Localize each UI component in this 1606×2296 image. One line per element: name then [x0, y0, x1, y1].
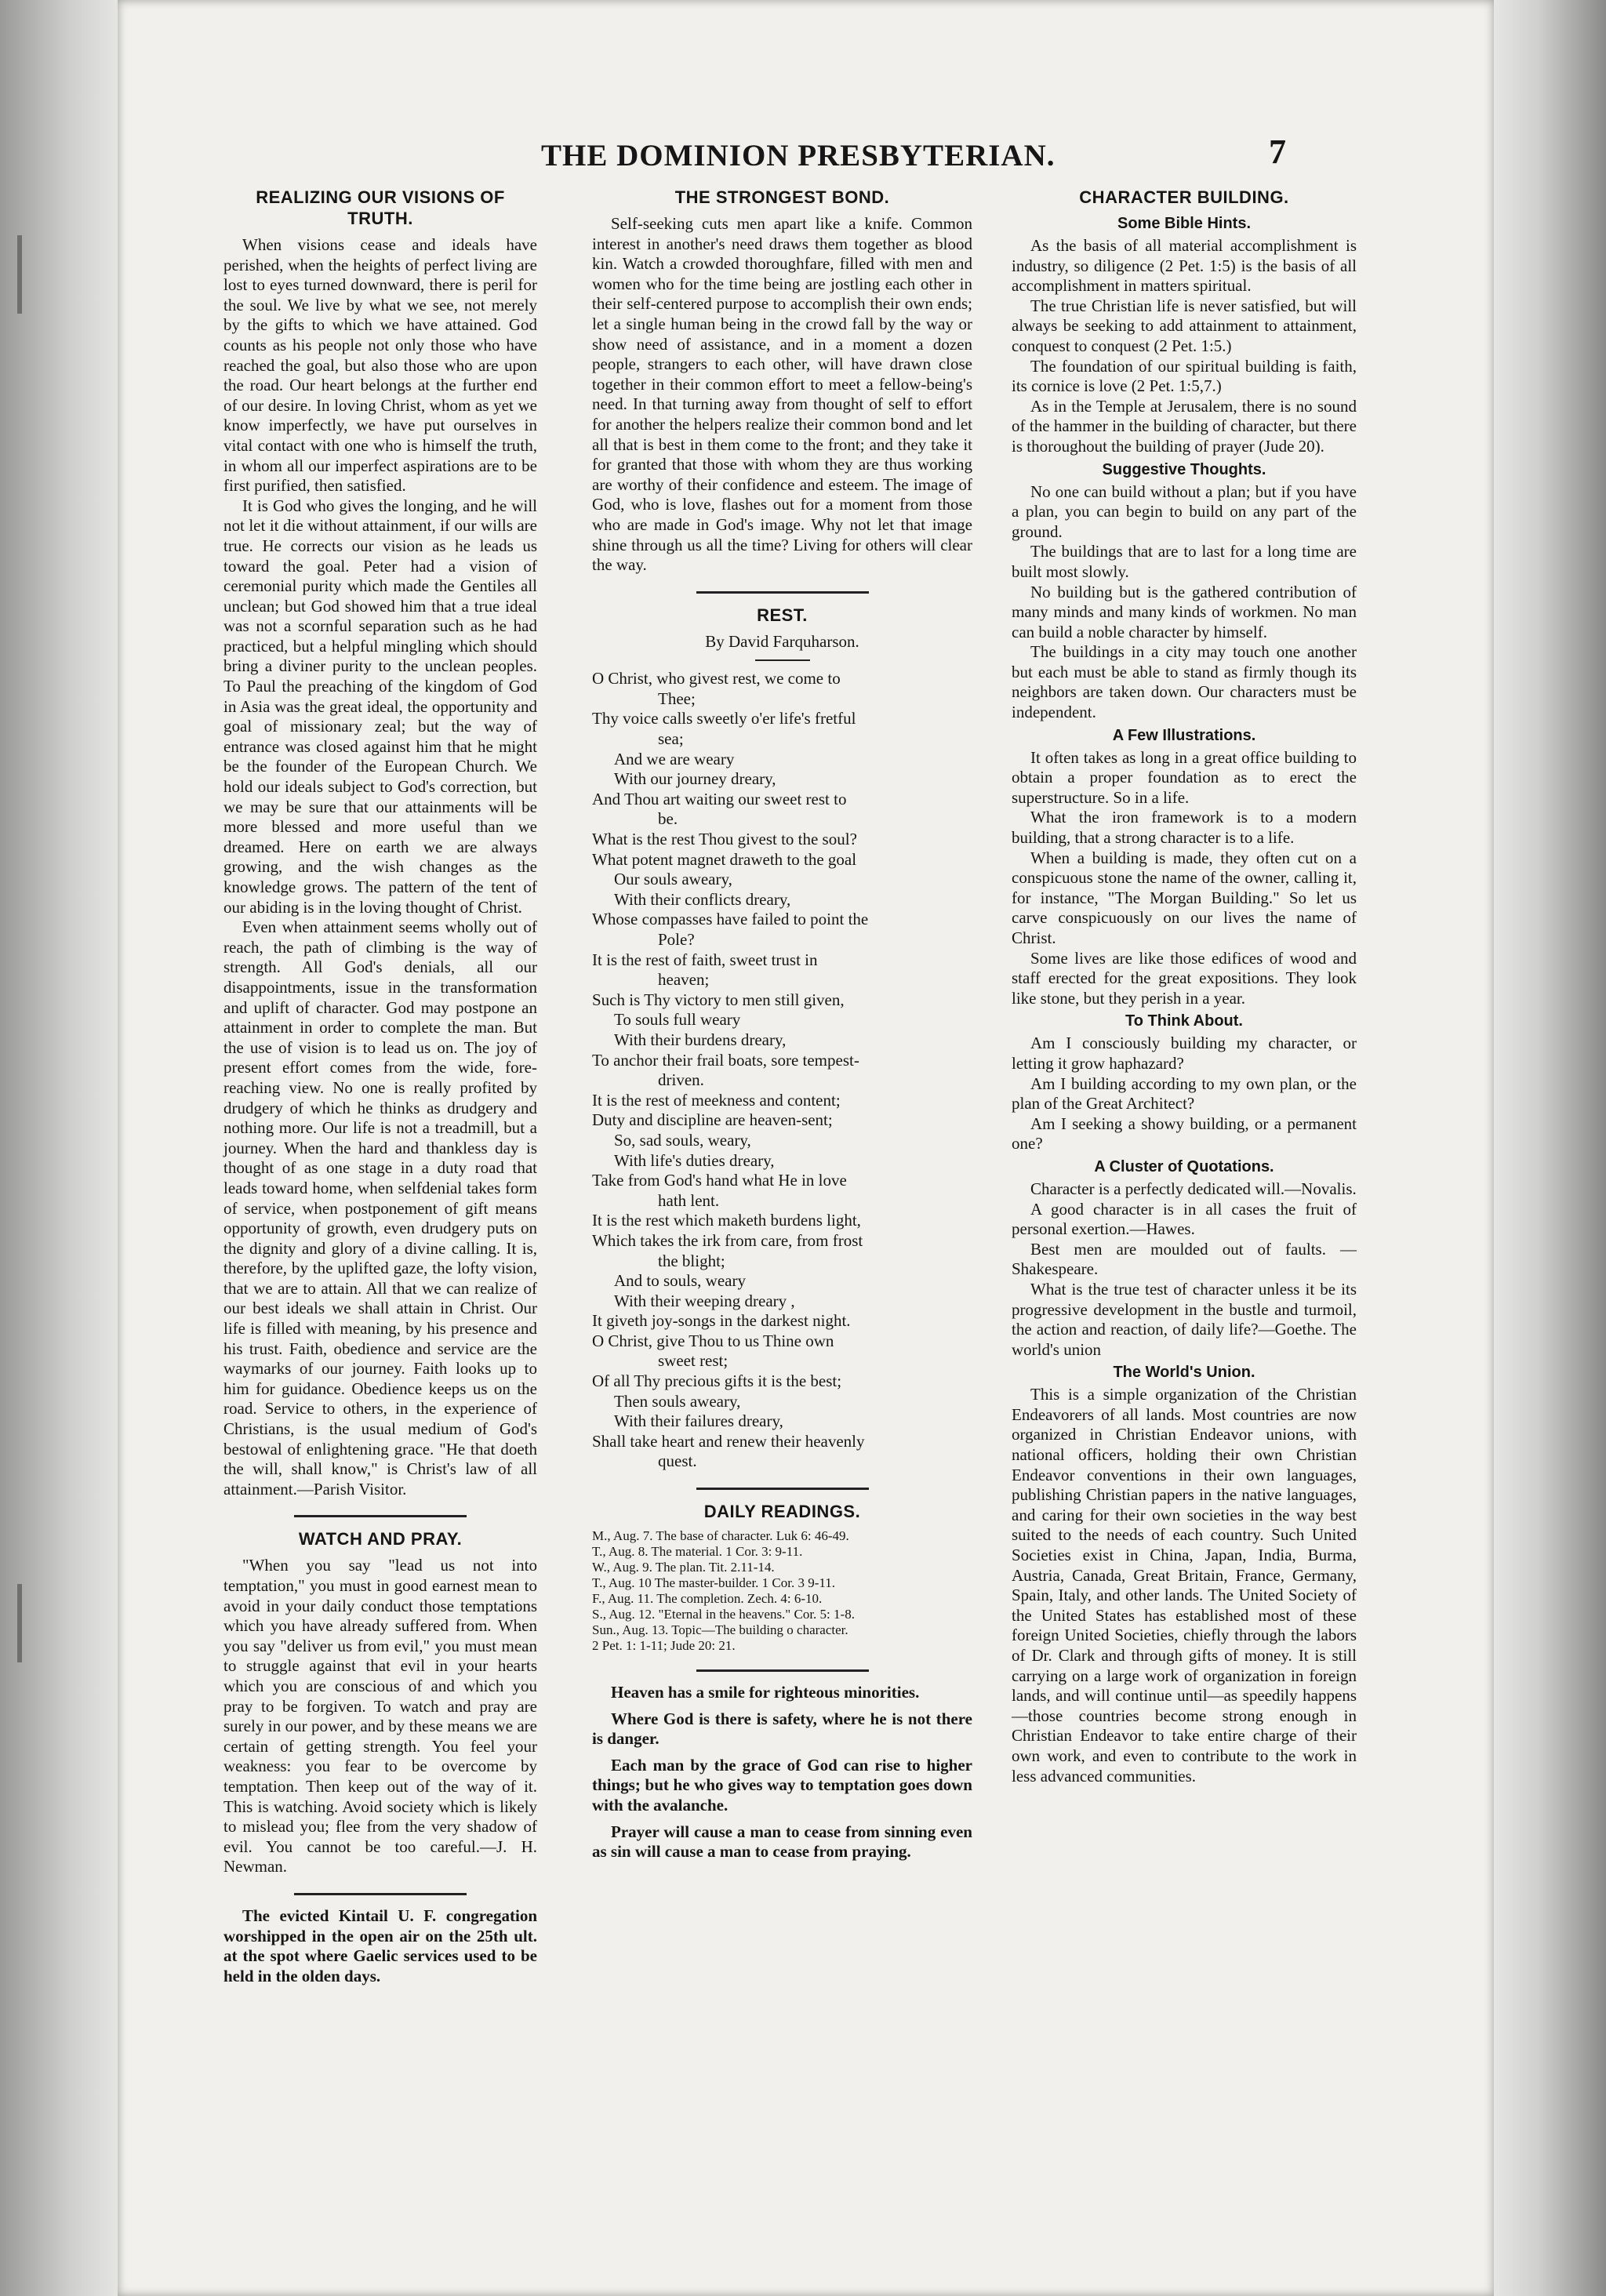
poem-line: the blight; [658, 1251, 725, 1270]
poem-line: It is the rest which maketh burdens light, [592, 1211, 861, 1230]
poem-line: It giveth joy-songs in the darkest night. [592, 1311, 851, 1331]
poem-line: sea; [658, 729, 684, 749]
binding-mark [17, 1584, 22, 1662]
poem-line: be. [658, 809, 678, 829]
section-paragraph: Am I seeking a showy building, or a permanent one? [1012, 1113, 1357, 1153]
section-paragraph: Some lives are like those edifices of wood and staff erected for the great expositions. They look like stone, but they perish in a year. [1012, 948, 1357, 1008]
poem-body [592, 669, 972, 1472]
section-paragraph: Am I building according to my own plan, or the plan of the Great Architect? [1012, 1074, 1357, 1113]
poem-line: It is the rest of meekness and content; [592, 1090, 841, 1110]
poem-line: O Christ, give Thou to us Thine own [592, 1331, 834, 1350]
poem-line: Whose compasses have failed to point the [592, 910, 869, 929]
article-paragraph: It is God who gives the longing, and he will not let it die without attainment, if our wills are true. He corrects our vision as he leads us toward the goal. Peter had a vision of ceremonial purity which made the Gentiles all unclean; but God showed him that a true ideal was not a scornful separation such as he had practiced, but a helpful mingling which should bring a diviner purity to the unclean peoples. To Paul the preaching of the kingdom of God in Asia was the great ideal, the opportunity and goal of missionary zeal; but the way of entrance was closed against him that he might be the founder of the European Church. We hold our ideals subject to God's correction, but we may be sure that our attainments will be more blessed and more useful than we dreamed. Here on earth we are always growing, and the wish changes as the knowledge grows. The pattern of the tent of our abiding is in the loving thought of Christ. [223, 496, 537, 917]
section-paragraph: Best men are moulded out of faults. —Shakespeare. [1012, 1239, 1357, 1279]
article-paragraph: Even when attainment seems wholly out of reach, the path of climbing is the way of strength. All God's denials, all our disappointments, issue in the transformation and uplift of character. God may postpone an attainment in order to complete the man. But the use of vision is to lead us on. The joy of present effort comes from the wide, fore-reaching view. No one is really profited by drudgery of which he thinks as drudgery and nothing more. Our life is not a treadmill, but a journey. When the hard and thankless day is thought of as one stage in a duty road that leads toward home, when selfdenial takes form of service, when postponement of gift means opportunity of growth, even drudgery puts on the dignity and glory of a divine calling. It is, therefore, by the uplifted gaze, the lofty vision, that we are to attain. All that we can realize of our best ideals we shall attain in Christ. Our life is filled with meaning, by his presence and his trust. Faith, obedience and service are the waymarks of our journey. Faith looks up to him for guidance. Obedience keeps us on the road. Service to others, in the experience of Christians, is the usual medium of God's bestowal of enlightening grace. "He that doeth the will, shall know," is Christ's law of all attainment.—Parish Visitor. [223, 917, 537, 1499]
saying: Each man by the grace of God can rise to higher things; but he who gives way to temptation goes down with the avalanche. [592, 1755, 972, 1815]
poem-line: Of all Thy precious gifts it is the best; [592, 1371, 842, 1391]
reading-item: M., Aug. 7. The base of character. Luk 6: 46-49. [592, 1528, 849, 1544]
article-sections [1012, 214, 1357, 1786]
poem-line: driven. [658, 1070, 704, 1090]
poem-line: Which takes the irk from care, from frost [592, 1230, 863, 1250]
section-paragraph: The true Christian life is never satisfied, but will always be seeking to add attainment to attainment, conquest to conquest (2 Pet. 1:5.) [1012, 296, 1357, 355]
section-paragraph: No one can build without a plan; but if you have a plan, you can begin to build on any part of the ground. [1012, 481, 1357, 541]
poem-line: O Christ, who givest rest, we come to [592, 669, 841, 688]
section-heading: Suggestive Thoughts. [1102, 460, 1266, 478]
section-paragraph: As the basis of all material accomplishment is industry, so diligence (2 Pet. 1:5) is the basis of all accomplishment in matters spiritual. [1012, 236, 1357, 296]
section-paragraph: What the iron framework is to a modern building, that a strong character is to a life. [1012, 808, 1357, 848]
poem-line: With their failures dreary, [614, 1411, 783, 1431]
poem-line: What is the rest Thou givest to the soul? [592, 830, 857, 849]
section-paragraph: It often takes as long in a great office building to obtain a proper foundation as to erect the superstructure. So in a life. [1012, 747, 1357, 807]
scan-right-margin [1494, 0, 1606, 2296]
readings-title: DAILY READINGS. [703, 1502, 861, 1522]
section-divider [696, 591, 869, 594]
news-note: The evicted Kintail U. F. congregation worshipped in the open air on the 25th ult. at the spot where Gaelic services used to be held in the olden days. [223, 1905, 537, 1985]
reading-item: 2 Pet. 1: 1-11; Jude 20: 21. [592, 1638, 736, 1654]
article-paragraph: Self-seeking cuts men apart like a knife. Common interest in another's need draws them together as blood kin. Watch a crowded thoroughfare, filled with men and women who for the time being are jostling each other in their self-centered purpose to accomplish their own ends; let a single human being in the crowd fall by the way or show need of assistance, and in a moment a dozen people, strangers to each other, will have drawn close together in their common effort to meet a fellow-being's need. In that turning away from thought of self to effort for another the helpers realize their common bond and let all that is best in them come to the front; and they take it for granted that those with whom they are thus working are worthy of their confidence and esteem. The image of God, who is love, flashes out for a moment from those who are made in God's image. Why not let that image shine through us all the time? Living for others will clear the way. [592, 214, 972, 575]
poem-line: heaven; [658, 970, 710, 990]
poem-line: With life's duties dreary, [614, 1150, 775, 1170]
section-paragraph: The buildings in a city may touch one another but each must be able to stand as firmly though its neighbors are taken down. Our characters must be independent. [1012, 642, 1357, 722]
poem-line: Shall take heart and renew their heavenly [592, 1431, 865, 1451]
article-title: WATCH AND PRAY. [298, 1529, 463, 1549]
poem-line: So, sad souls, weary, [614, 1130, 751, 1150]
article-paragraph: "When you say "lead us not into temptation," you must in good earnest mean to avoid in your daily conduct those temptations which you have already suffered from. When you say "deliver us from evil," you must mean to struggle against that evil in your hearts which you are conscious of and which you pray to be forgiven. To watch and pray are surely in our power, and by these means we are certain of getting strength. You feel your weakness: you fear to be overcome by temptation. Then keep out of the way of it. This is watching. Avoid society which is likely to mislead you; flee from the very shadow of evil. You cannot be too careful.—J. H. Newman. [223, 1556, 537, 1876]
poem-line: Thy voice calls sweetly o'er life's fretful [592, 709, 856, 728]
section-paragraph: What is the true test of character unless it be its progressive development in the bustle and turmoil, the action and reaction, of daily life?—Goethe. The world's union [1012, 1279, 1357, 1359]
poem-line: To anchor their frail boats, sore tempest- [592, 1050, 859, 1070]
poem-line: Take from God's hand what He in love [592, 1171, 847, 1190]
poem-line: quest. [658, 1451, 697, 1471]
running-title: THE DOMINION PRESBYTERIAN. [541, 139, 1056, 173]
article-title: THE STRONGEST BOND. [674, 187, 890, 207]
section-paragraph: Character is a perfectly dedicated will.—Novalis. [1030, 1179, 1357, 1198]
poem-line: And we are weary [614, 749, 735, 768]
section-heading: To Think About. [1125, 1012, 1243, 1030]
reading-item: F., Aug. 11. The completion. Zech. 4: 6-10. [592, 1591, 823, 1607]
article-title: CHARACTER BUILDING. [1079, 187, 1289, 207]
section-paragraph: The buildings that are to last for a long time are built most slowly. [1012, 542, 1357, 581]
poem-line: Pole? [658, 930, 695, 949]
saying: Where God is there is safety, where he is not there is danger. [592, 1709, 972, 1749]
poem-line: With their conflicts dreary, [614, 889, 791, 909]
section-divider [755, 659, 810, 661]
section-paragraph: This is a simple organization of the Christian Endeavorers of all lands. Most countries are now organized in Christian Endeavor unions, with national officers, holding their own Christian Endeavor conventions in their own languages, publishing Christian papers in the native languages, and caring for their own societies in the way best suited to the needs of each country. Such United Societies exist in China, Japan, India, Burma, Austria, Canada, Great Britain, France, Germany, Spain, Italy, and other lands. The United Society of the United States has established most of these foreign United Societies, chiefly through the labors of Dr. Clark and through gifts of money. It is still carrying on a large work of organization in foreign lands, and will continue until—as speedily happens—those countries become strong enough in Christian Endeavor to take entire charge of their own work, and even to contribute to the work in less advanced communities. [1012, 1385, 1357, 1786]
section-divider [696, 1669, 869, 1672]
article-paragraph: When visions cease and ideals have perished, when the heights of perfect living are lost to eyes turned downward, there is peril for the soul. We live by what we see, not merely by the gifts to which we have attained. God counts as his people not only those who have reached the goal, but also those who are upon the road. Our heart belongs at the further end of our desire. In loving Christ, whom as yet we know imperfectly, we have put ourselves in vital contact with one who is himself the truth, in whom all our imperfect aspirations are to be first purified, then satisfied. [223, 235, 537, 496]
article-title: REALIZING OUR VISIONS OF TRUTH. [256, 187, 505, 228]
poem-line: It is the rest of faith, sweet trust in [592, 950, 818, 969]
poem-line: What potent magnet draweth to the goal [592, 849, 857, 869]
poem-line: Then souls aweary, [614, 1391, 741, 1411]
saying: Prayer will cause a man to cease from sinning even as sin will cause a man to cease from praying. [592, 1822, 972, 1862]
section-heading: The World's Union. [1113, 1364, 1255, 1382]
reading-item: W., Aug. 9. The plan. Tit. 2.11-14. [592, 1560, 775, 1575]
column-left [223, 182, 537, 1986]
section-divider [294, 1515, 467, 1517]
poem-line: With our journey dreary, [614, 769, 776, 789]
poem-line: Our souls aweary, [614, 870, 732, 889]
section-paragraph: When a building is made, they often cut on a conspicuous stone the name of the owner, calling it, for instance, "The Morgan Building." So let us carve conspicuously on our lives the name of Christ. [1012, 848, 1357, 947]
reading-item: S., Aug. 12. "Eternal in the heavens." Cor. 5: 1-8. [592, 1607, 855, 1622]
binding-mark [17, 235, 22, 314]
reading-item: T., Aug. 10 The master-builder. 1 Cor. 3 9-11. [592, 1575, 836, 1591]
poem-byline: By David Farquharson. [705, 631, 859, 651]
poem-line: Such is Thy victory to men still given, [592, 990, 845, 1009]
reading-item: Sun., Aug. 13. Topic—The building o character. [592, 1622, 848, 1638]
section-divider [696, 1488, 869, 1490]
readings-list [592, 1528, 972, 1654]
poem-line: And Thou art waiting our sweet rest to [592, 789, 847, 808]
column-right [1012, 182, 1357, 1786]
scan-left-margin [0, 0, 118, 2296]
poem-line: With their burdens dreary, [614, 1030, 787, 1049]
poem-line: And to souls, weary [614, 1271, 746, 1291]
poem-line: To souls full weary [614, 1010, 741, 1030]
section-paragraph: No building but is the gathered contribution of many minds and many kinds of workmen. No man can build a noble character by himself. [1012, 582, 1357, 641]
poem-line: Duty and discipline are heaven-sent; [592, 1110, 833, 1130]
section-divider [294, 1893, 467, 1895]
column-middle [592, 182, 972, 1862]
saying: Heaven has a smile for righteous minorities. [611, 1683, 920, 1702]
section-paragraph: As in the Temple at Jerusalem, there is no sound of the hammer in the building of character, but there is thoroughout the building of prayer (Jude 20). [1012, 396, 1357, 456]
poem-line: sweet rest; [658, 1351, 729, 1371]
poem-title: REST. [757, 605, 808, 625]
section-heading: A Few Illustrations. [1112, 726, 1256, 744]
poem-line: hath lent. [658, 1190, 720, 1210]
section-paragraph: Am I consciously building my character, or letting it grow haphazard? [1012, 1034, 1357, 1073]
section-paragraph: The foundation of our spiritual building is faith, its cornice is love (2 Pet. 1:5,7.) [1012, 356, 1357, 396]
section-heading: Some Bible Hints. [1117, 215, 1252, 232]
section-heading: A Cluster of Quotations. [1094, 1157, 1274, 1175]
section-paragraph: A good character is in all cases the fruit of personal exertion.—Hawes. [1012, 1199, 1357, 1239]
reading-item: T., Aug. 8. The material. 1 Cor. 3: 9-11. [592, 1544, 803, 1560]
poem-line: Thee; [658, 688, 696, 708]
poem-line: With their weeping dreary , [614, 1291, 795, 1310]
page-number: 7 [1269, 133, 1286, 171]
page-header [423, 132, 1302, 179]
